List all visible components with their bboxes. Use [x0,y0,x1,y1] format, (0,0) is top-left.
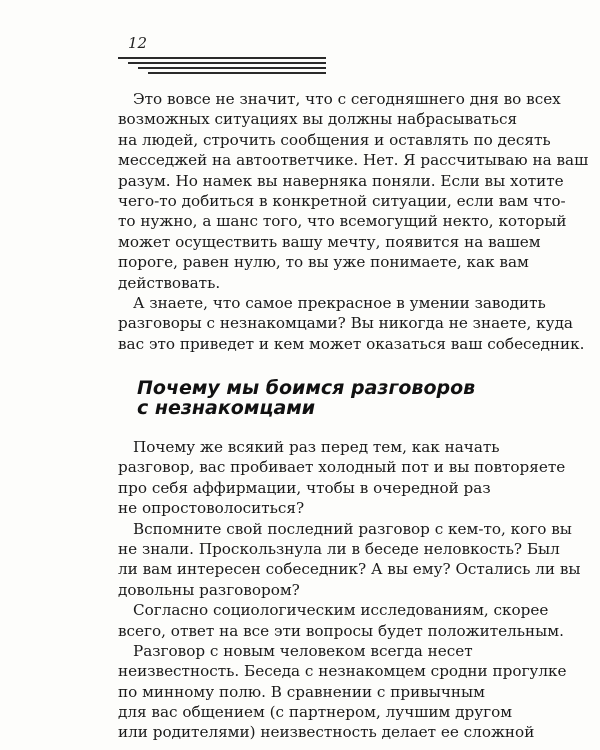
text-line: Это вовсе не значит, что с сегодняшнего дня во всех [133,90,561,108]
text-line: не знали. Проскользнула ли в беседе неловкость? Был [118,539,560,558]
text-line: может осуществить вашу мечту, появится на вашем [118,232,541,251]
text-line: по минному полю. В сравнении с привычным [118,682,485,701]
intro-text-block [118,89,588,354]
section-title-line: Почему мы боимся разговоров [137,377,476,399]
text-line: Согласно социологическим исследованиям, скорее [133,601,549,620]
text-line: разговоры с незнакомцами? Вы никогда не знаете, куда [118,314,573,333]
section-title-line: с незнакомцами [137,397,316,420]
paragraph [118,600,581,641]
text-line: пороге, равен нулю, то вы уже понимаете, как вам [118,253,529,272]
text-line: ли вам интересен собеседник? А вы ему? Остались ли вы [118,560,581,579]
text-line: довольны разговором? [118,580,300,599]
text-line: на людей, строчить сообщения и оставлять по десять [118,130,551,149]
text-line: то нужно, а шанс того, что всемогущий некто, который [118,212,567,231]
text-line: всего, ответ на все эти вопросы будет положительным. [118,621,564,640]
section-text-block [118,437,581,743]
text-line: про себя аффирмации, чтобы в очередной раз [118,478,491,497]
section-title [137,376,476,420]
header-rule [118,57,326,59]
header-rule [128,62,326,64]
paragraph [118,641,581,743]
header-rule [138,67,326,69]
text-line: Разговор с новым человеком всегда несет [133,641,473,660]
text-line: возможных ситуациях вы должны набрасываться [118,110,518,129]
text-line: А знаете, что самое прекрасное в умении заводить [133,293,546,312]
text-line: вас это приведет и кем может оказаться ваш собеседник. [118,334,585,353]
text-line: Почему же всякий раз перед тем, как начать [133,438,500,456]
text-line: действовать. [118,273,221,292]
paragraph [118,89,588,293]
paragraph [118,437,581,519]
text-line: Вспомните свой последний разговор с кем-то, кого вы [133,519,572,538]
text-line: или родителями) неизвестность делает ее сложной [118,723,535,742]
text-line: не опростоволоситься? [118,499,305,518]
text-line: неизвестность. Беседа с незнакомцем сродни прогулке [118,662,567,681]
header-rule [148,72,326,74]
paragraph [118,519,581,601]
text-line: разум. Но намек вы наверняка поняли. Если вы хотите [118,171,564,190]
text-line: для вас общением (с партнером, лучшим другом [118,703,513,722]
paragraph [118,293,588,354]
page-number: 12 [128,34,148,52]
text-line: чего-то добиться в конкретной ситуации, если вам что- [118,191,566,210]
text-line: месседжей на автоответчике. Нет. Я рассчитываю на ваш [118,151,589,170]
text-line: разговор, вас пробивает холодный пот и вы повторяете [118,458,566,477]
